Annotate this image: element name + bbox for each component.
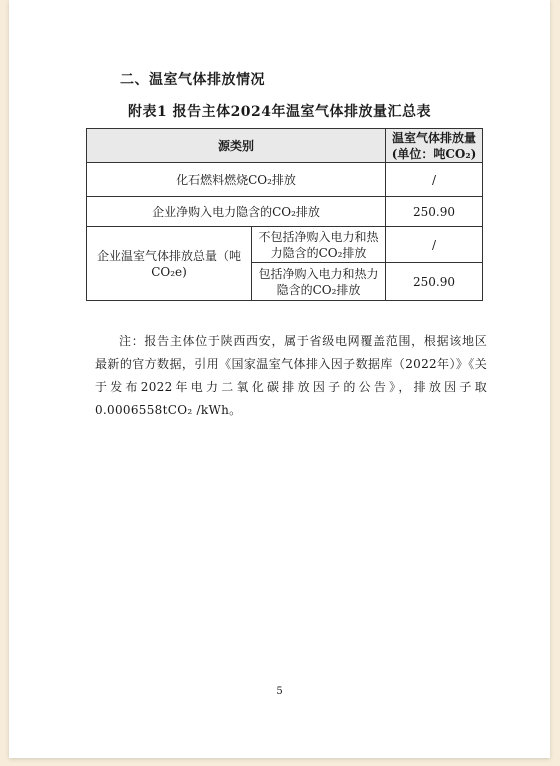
table-row — [87, 227, 483, 263]
total-including-value: 250.90 — [386, 263, 483, 301]
total-label: 企业温室气体排放总量（吨CO₂e) — [87, 227, 252, 301]
table-header-row — [87, 129, 483, 163]
row-electricity-value: 250.90 — [386, 197, 483, 227]
row-electricity-label: 企业净购入电力隐含的CO₂排放 — [87, 197, 386, 227]
table-row — [87, 163, 483, 197]
row-fossil-label: 化石燃料燃烧CO₂排放 — [87, 163, 386, 197]
section-title: 二、温室气体排放情况 — [120, 72, 265, 88]
total-excluding-label: 不包括净购入电力和热力隐含的CO₂排放 — [252, 227, 386, 263]
page-number: 5 — [276, 686, 283, 697]
note-paragraph: 注：报告主体位于陕西西安，属于省级电网覆盖范围，根据该地区最新的官方数据，引用《国家温室气体排入因子数据库（2022年）》《关于发布2022年电力二氧化碳排放因子的公告》，排放因子取0.0006558tCO₂ /kWh。 — [95, 334, 487, 417]
document-page — [9, 0, 550, 758]
table-caption: 附表1 报告主体2024年温室气体排放量汇总表 — [127, 104, 432, 120]
header-source-category: 源类别 — [87, 129, 386, 163]
total-excluding-value: / — [386, 227, 483, 263]
row-fossil-value: / — [386, 163, 483, 197]
header-emission-title: 温室气体排放量 — [392, 130, 477, 145]
header-emission — [386, 129, 483, 163]
header-emission-unit: (单位：吨CO₂) — [391, 146, 477, 161]
total-including-label: 包括净购入电力和热力隐含的CO₂排放 — [252, 263, 386, 301]
emission-summary-table — [86, 128, 483, 301]
table-row — [87, 197, 483, 227]
